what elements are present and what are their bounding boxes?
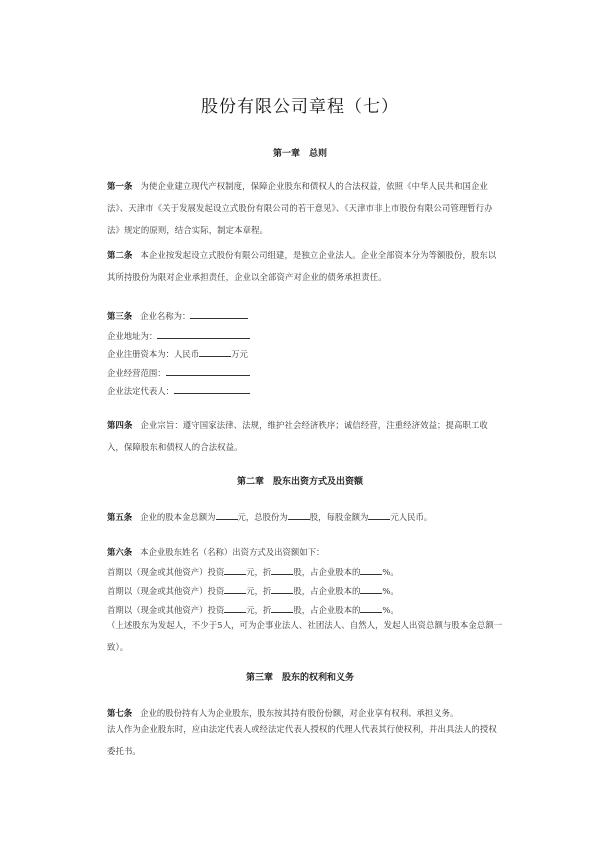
legal-rep-label: 企业法定代表人： <box>107 386 174 396</box>
row-3-text-a: 首期以（现金或其他资产）投资 <box>107 605 225 615</box>
article-1-text: 为使企业建立现代产权制度，保障企业股东和债权人的合法权益，依照《中华人民共和国企业法》、天津市《关于发展发起设立式股份有限公司的若干意见》、《天津市非上市股份有限公司管理暂行办法》规定的原则，结合实际，制定本章程。 <box>107 181 493 235</box>
article-6-intro <box>107 546 324 558</box>
article-3-line-3 <box>107 347 248 360</box>
total-shares-blank <box>288 510 310 520</box>
article-5-text-a: 企业的股本金总额为 <box>140 512 216 522</box>
row-2-text-a: 首期以（现金或其他资产）投资 <box>107 586 225 596</box>
row-1-shares-blank <box>271 565 293 575</box>
article-6-note: （上述股东为发起人，不少于5人，可为企事业法人、社团法人、自然人，发起人出资总额与股本金总额一致）。 <box>107 620 503 652</box>
legal-rep-blank <box>174 384 250 394</box>
article-2-label: 第二条 <box>107 250 133 260</box>
row-1-amount-blank <box>224 565 246 575</box>
row-1-percent-blank <box>360 565 382 575</box>
article-4 <box>107 414 503 458</box>
article-5-text-c: 股，每股金额为 <box>309 512 369 522</box>
company-name-blank <box>190 309 248 319</box>
article-2-text: 本企业按发起设立式股份有限公司组建，是独立企业法人。企业全部资本分为等额股份，股东以其所持股份为限对企业承担责任，企业以全部资产对企业的债务承担责任。 <box>107 250 497 282</box>
row-2-text-d: %。 <box>382 586 399 596</box>
article-1 <box>107 175 503 241</box>
row-2-amount-blank <box>224 584 246 594</box>
article-3-line-4 <box>107 366 250 379</box>
row-2-text-b: 元，折 <box>246 586 272 596</box>
article-6-row-1 <box>107 565 399 578</box>
row-1-text-d: %。 <box>382 567 399 577</box>
chapter-1-heading: 第一章 总则 <box>272 149 327 159</box>
chapter-2-heading: 第二章 股东出资方式及出资额 <box>236 477 363 487</box>
article-5-text-d: 元人民币。 <box>390 512 433 522</box>
registered-capital-blank <box>199 347 231 357</box>
row-3-amount-blank <box>224 603 246 613</box>
article-7-label: 第七条 <box>107 708 133 718</box>
business-scope-blank <box>166 366 250 376</box>
row-3-text-c: 股，占企业股本的 <box>293 605 361 615</box>
business-scope-label: 企业经营范围： <box>107 368 166 378</box>
row-3-text-d: %。 <box>382 605 399 615</box>
company-name-label: 企业名称为： <box>140 311 191 321</box>
article-5-text-b: 元，总股份为 <box>237 512 288 522</box>
row-3-text-b: 元，折 <box>246 605 272 615</box>
row-2-percent-blank <box>360 584 382 594</box>
article-4-text: 企业宗旨：遵守国家法律、法规，维护社会经济秩序；诚信经营，注重经济效益；提高职工收入，保障股东和债权人的合法权益。 <box>107 420 488 452</box>
article-3-label: 第三条 <box>107 311 133 321</box>
article-6-row-2 <box>107 584 399 597</box>
row-3-percent-blank <box>360 603 382 613</box>
registered-capital-label: 企业注册资本为：人民币 <box>107 349 200 359</box>
article-5 <box>107 510 432 523</box>
row-1-text-c: 股，占企业股本的 <box>293 567 361 577</box>
chapter-3-heading: 第三章 股东的权利和义务 <box>245 673 354 683</box>
document-title: 股份有限公司章程（七） <box>201 97 399 117</box>
article-2 <box>107 244 503 288</box>
per-share-blank <box>368 510 390 520</box>
article-3-line-1 <box>107 309 248 322</box>
article-5-label: 第五条 <box>107 512 133 522</box>
article-3-line-2 <box>107 329 250 342</box>
row-2-text-c: 股，占企业股本的 <box>293 586 361 596</box>
article-3-line-5 <box>107 384 250 397</box>
article-7-text-1: 企业的股份持有人为企业股东，股东按其持有股份份额，对企业享有权利、承担义务。 <box>140 708 459 718</box>
row-1-text-a: 首期以（现金或其他资产）投资 <box>107 567 225 577</box>
article-1-label: 第一条 <box>107 181 133 191</box>
registered-capital-unit: 万元 <box>231 349 248 359</box>
article-7-text-2: 法人作为企业股东时，应由法定代表人或经法定代表人授权的代理人代表其行使权利，并出具法人的授权委托书。 <box>107 724 497 756</box>
total-capital-blank <box>216 510 238 520</box>
row-1-text-b: 元，折 <box>246 567 272 577</box>
article-6-label: 第六条 <box>107 547 133 557</box>
row-3-shares-blank <box>271 603 293 613</box>
company-address-label: 企业地址为： <box>107 331 158 341</box>
article-4-label: 第四条 <box>107 420 133 430</box>
row-2-shares-blank <box>271 584 293 594</box>
article-6-text: 本企业股东姓名（名称）出资方式及出资额如下： <box>140 547 325 557</box>
company-address-blank <box>157 329 250 339</box>
